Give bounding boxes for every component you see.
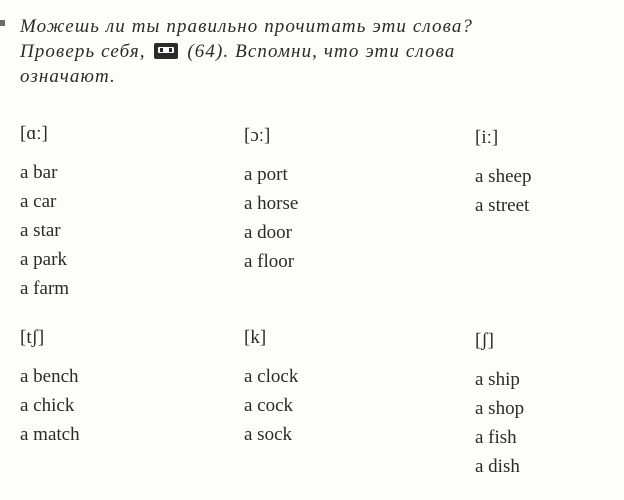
word-group-ii [475, 124, 531, 220]
word-item: a port [244, 164, 288, 185]
instruction-line-2-end: (64). Вспомни, что эти слова [187, 41, 456, 62]
word-item: a cock [244, 395, 294, 416]
word-item: a dish [475, 456, 520, 477]
word-item: a ship [475, 369, 520, 390]
page-edge-mark [0, 20, 5, 26]
word-group-ch [20, 324, 80, 449]
word-item: a match [20, 424, 80, 445]
word-item: a bar [20, 162, 58, 183]
word-item: a car [20, 191, 57, 212]
word-item: a floor [244, 251, 295, 272]
word-item: a chick [20, 395, 75, 416]
word-group-aa [20, 120, 69, 303]
word-item: a clock [244, 366, 299, 387]
word-item: a shop [475, 398, 525, 419]
phoneme-label: [tʃ] [20, 327, 45, 348]
instruction-line-2-start: Проверь себя, [20, 41, 146, 62]
word-item: a park [20, 249, 67, 270]
word-group-sh [475, 327, 524, 481]
word-item: a fish [475, 427, 517, 448]
word-item: a sock [244, 424, 293, 445]
instruction-line-2 [20, 39, 612, 64]
word-item: a bench [20, 366, 79, 387]
phoneme-label: [iː] [475, 127, 499, 148]
word-group-oo [244, 122, 298, 276]
phoneme-label: [ɑː] [20, 123, 48, 144]
cassette-icon [154, 43, 178, 59]
word-group-k [244, 324, 298, 449]
word-item: a sheep [475, 166, 532, 187]
word-item: a star [20, 220, 61, 241]
phoneme-label: [ɔː] [244, 125, 271, 146]
phoneme-label: [k] [244, 327, 267, 348]
instruction-line-1: Можешь ли ты правильно прочитать эти слова? [20, 16, 474, 37]
word-item: a horse [244, 193, 299, 214]
exercise-instructions [20, 14, 612, 89]
word-item: a street [475, 195, 530, 216]
word-item: a farm [20, 278, 70, 299]
phoneme-label: [ʃ] [475, 330, 494, 351]
word-item: a door [244, 222, 293, 243]
instruction-line-3: означают. [20, 66, 116, 87]
